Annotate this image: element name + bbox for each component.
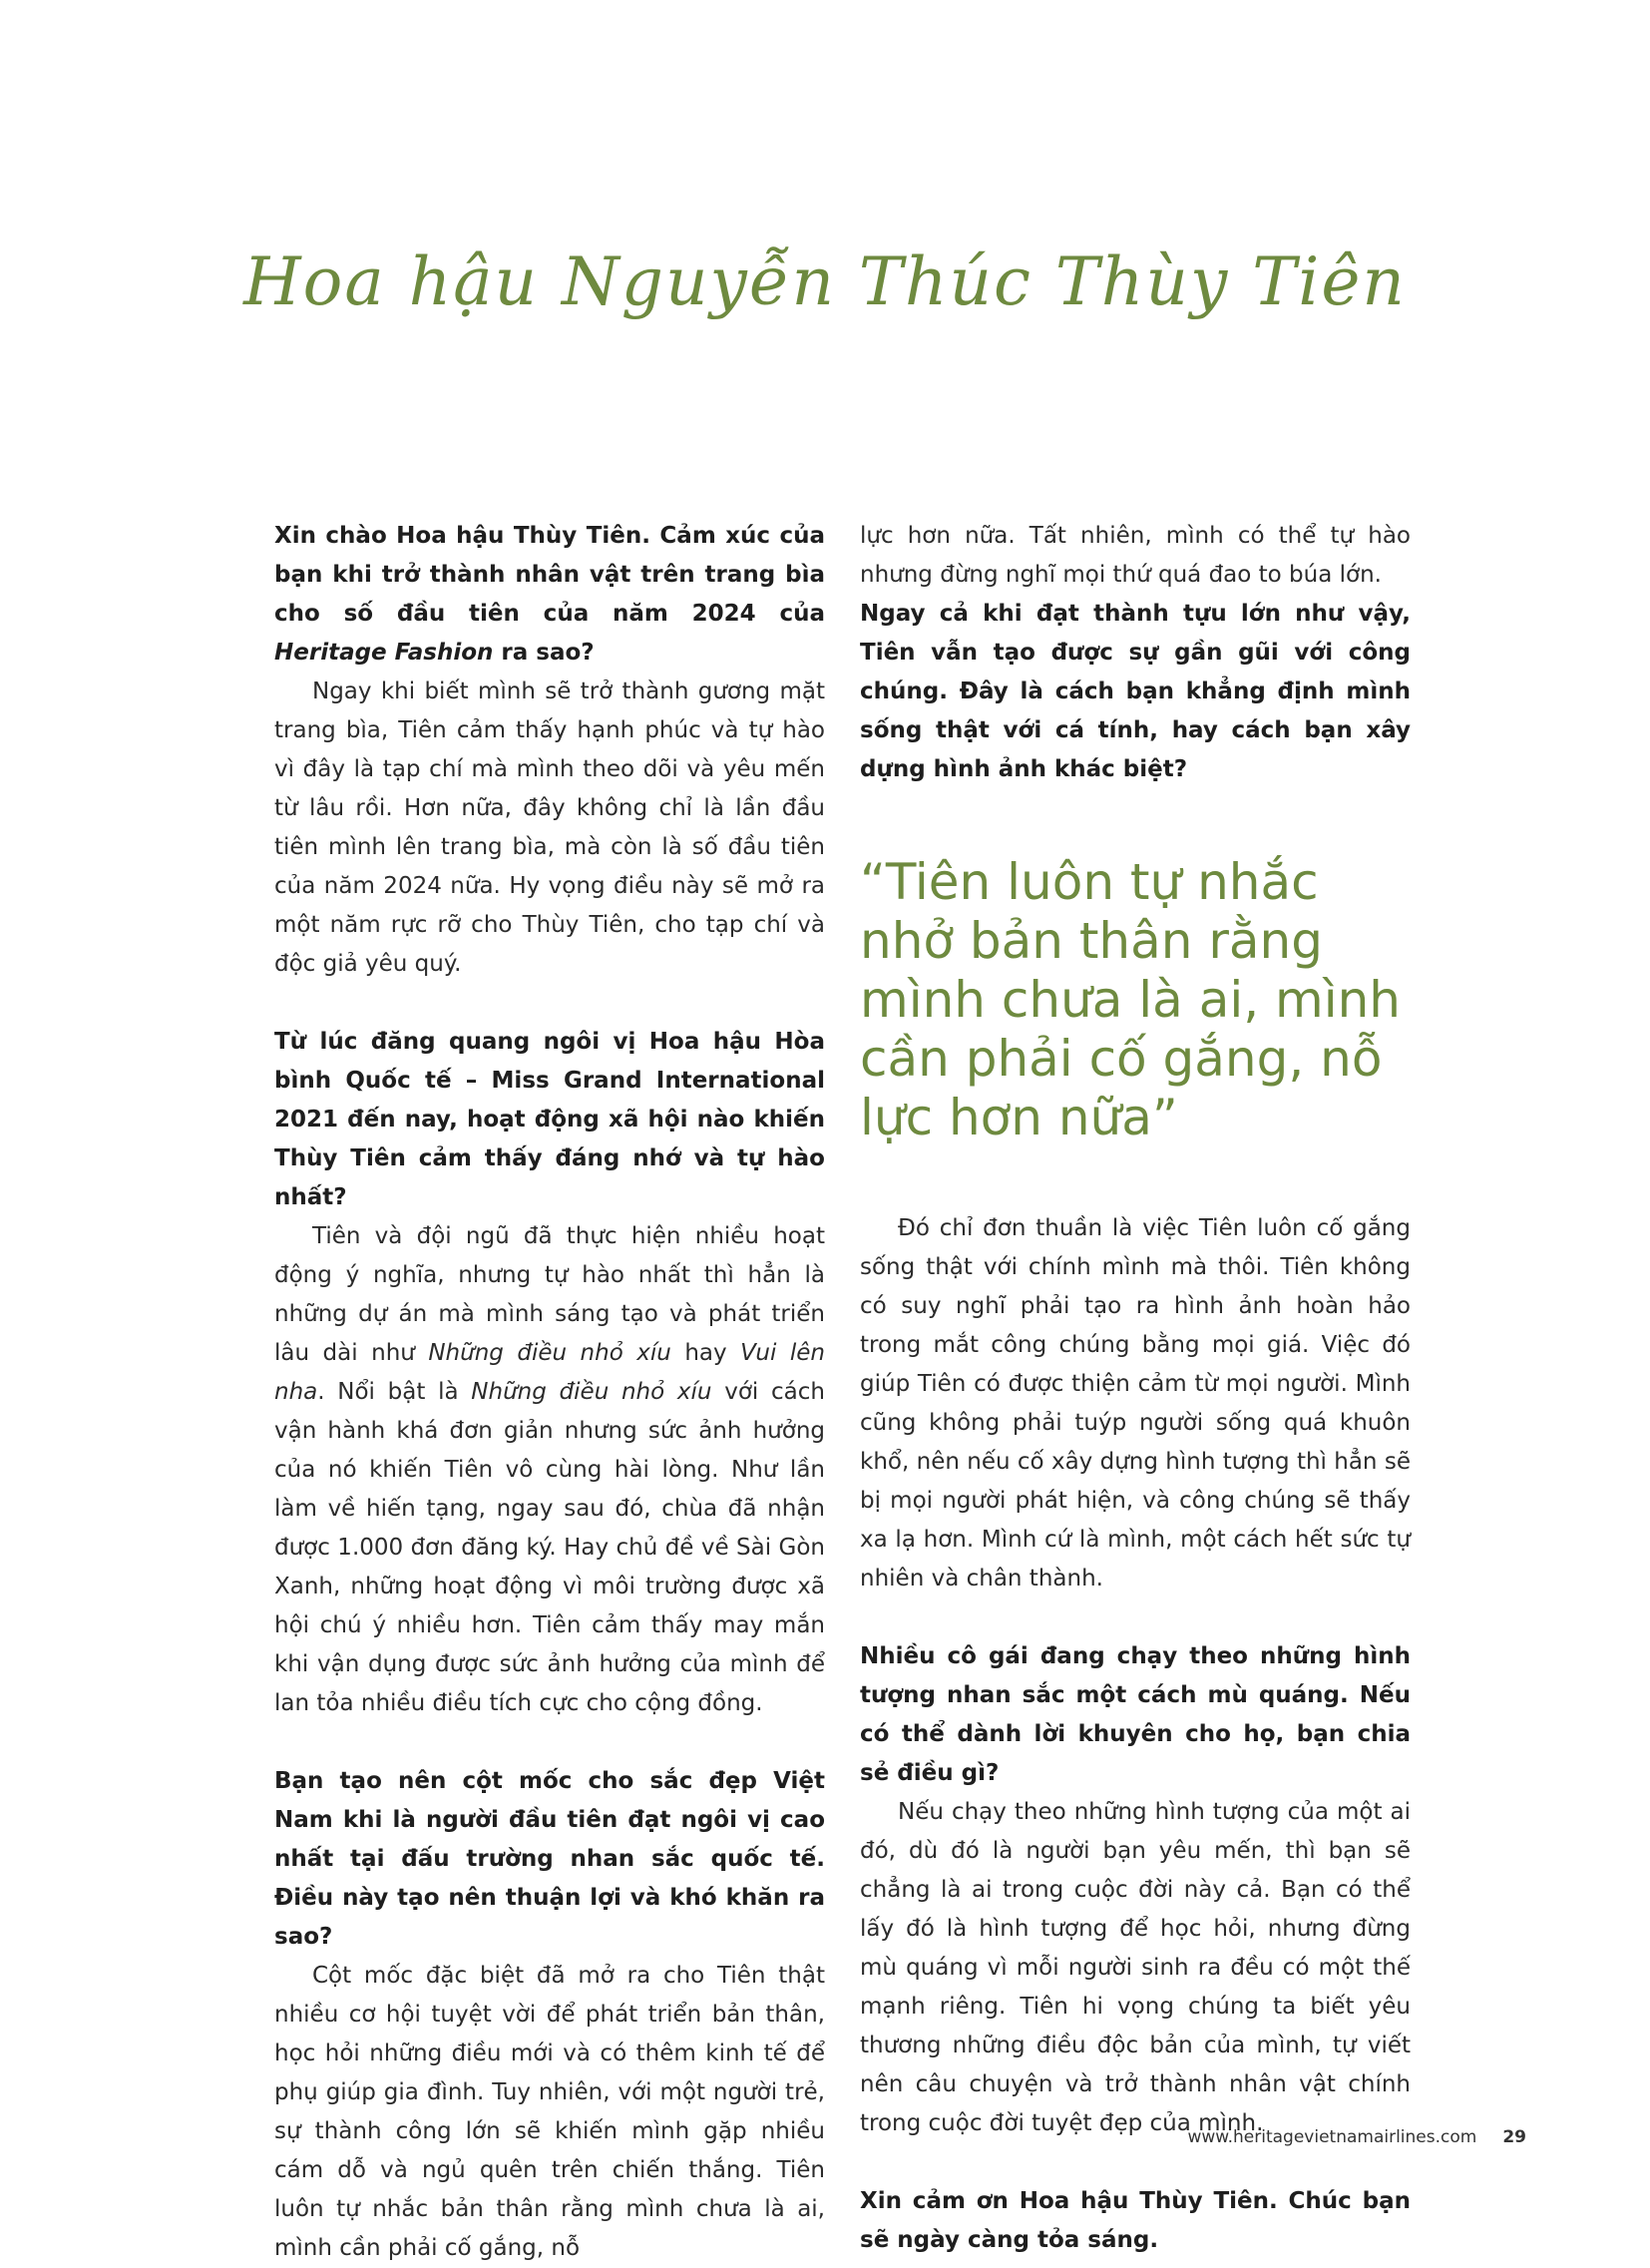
page-number: 29 [1502,2127,1526,2147]
question-1 [274,517,825,673]
answer-4: Đó chỉ đơn thuần là việc Tiên luôn cố gắng sống thật với chính mình mà thôi. Tiên không có suy nghĩ phải tạo ra hình ảnh hoàn hảo trong mắt công chúng bằng mọi giá. Việc đó giúp Tiên có được thiện cảm từ mọi người. Mình cũng không phải tuýp người sống quá khuôn khổ, nên nếu cố xây dựng hình tượng thì hẳn sẽ bị mọi người phát hiện, và công chúng sẽ thấy xa lạ hơn. Mình cứ là mình, một cách hết sức tự nhiên và chân thành. [860,1215,1411,1591]
website-url: www.heritagevietnamairlines.com [1187,2127,1477,2147]
question-3: Bạn tạo nên cột mốc cho sắc đẹp Việt Nam khi là người đầu tiên đạt ngôi vị cao nhất tại đấu trường nhan sắc quốc tế. Điều này tạo nên thuận lợi và khó khăn ra sao? [274,1768,825,1950]
left-column [274,517,825,2268]
answer-5: Nếu chạy theo những hình tượng của một ai đó, dù đó là người bạn yêu mến, thì bạn sẽ chẳng là ai trong cuộc đời này cả. Bạn có thể lấy đó là hình tượng để học hỏi, nhưng đừng mù quáng vì mỗi người sinh ra đều có một thế mạnh riêng. Tiên hi vọng chúng ta biết yêu thương những điều độc bản của mình, tự viết nên câu chuyện và trở thành nhân vật chính trong cuộc đời tuyệt đẹp của mình. [860,1799,1411,2136]
answer-3: Cột mốc đặc biệt đã mở ra cho Tiên thật nhiều cơ hội tuyệt vời để phát triển bản thân, học hỏi những điều mới và có thêm kinh tế để phụ giúp gia đình. Tuy nhiên, với một người trẻ, sự thành công lớn sẽ khiến mình gặp nhiều cám dỗ và ngủ quên trên chiến thắng. Tiên luôn tự nhắc bản thân rằng mình chưa là ai, mình cần phải cố gắng, nỗ [274,1963,825,2261]
project-name: Vui lên nha [274,1340,825,1405]
page-footer [1187,2127,1526,2147]
question-5: Nhiều cô gái đang chạy theo những hình tượng nhan sắc một cách mù quáng. Nếu có thể dành lời khuyên cho họ, bạn chia sẻ điều gì? [860,1643,1411,1786]
magazine-name: Heritage Fashion [274,640,494,666]
answer-2-part-4: với cách vận hành khá đơn giản nhưng sức ảnh hưởng của nó khiến Tiên vô cùng hài lòng. Như lần làm về hiến tạng, ngay sau đó, chùa đã nhận được 1.000 đơn đăng ký. Hay chủ đề về Sài Gòn Xanh, những hoạt động vì môi trường được xã hội chú ý nhiều hơn. Tiên cảm thấy may mắn khi vận dụng được sức ảnh hưởng của mình để lan tỏa nhiều điều tích cực cho cộng đồng. [274,1379,825,1716]
answer-1: Ngay khi biết mình sẽ trở thành gương mặt trang bìa, Tiên cảm thấy hạnh phúc và tự hào vì đây là tạp chí mà mình theo dõi và yêu mến từ lâu rồi. Hơn nữa, đây không chỉ là lần đầu tiên mình lên trang bìa, mà còn là số đầu tiên của năm 2024 nữa. Hy vọng điều này sẽ mở ra một năm rực rỡ cho Thùy Tiên, cho tạp chí và độc giả yêu quý. [274,679,825,977]
answer-2-part-3: . Nổi bật là [317,1379,472,1405]
project-name: Những điều nhỏ xíu [428,1340,671,1366]
pull-quote: “Tiên luôn tự nhắc nhở bản thân rằng mình chưa là ai, mình cần phải cố gắng, nỗ lực hơn nữa” [860,853,1401,1146]
question-1-end: ra sao? [493,640,595,666]
closing-remark: Xin cảm ơn Hoa hậu Thùy Tiên. Chúc bạn sẽ ngày càng tỏa sáng. [860,2188,1411,2253]
question-4: Ngay cả khi đạt thành tựu lớn như vậy, Tiên vẫn tạo được sự gần gũi với công chúng. Đây là cách bạn khẳng định mình sống thật với cá tính, hay cách bạn xây dựng hình ảnh khác biệt? [860,601,1411,782]
question-1-text: Xin chào Hoa hậu Thùy Tiên. Cảm xúc của bạn khi trở thành nhân vật trên trang bìa cho số đầu tiên của năm 2024 của [274,523,825,627]
question-2: Từ lúc đăng quang ngôi vị Hoa hậu Hòa bình Quốc tế – Miss Grand International 2021 đến nay, hoạt động xã hội nào khiến Thùy Tiên cảm thấy đáng nhớ và tự hào nhất? [274,1029,825,1210]
project-name: Những điều nhỏ xíu [471,1379,712,1405]
answer-2-part-2: hay [670,1340,741,1366]
answer-3-continued: lực hơn nữa. Tất nhiên, mình có thể tự hào nhưng đừng nghĩ mọi thứ quá đao to búa lớn. [860,523,1411,588]
answer-2 [274,1217,825,1723]
page-title: Hoa hậu Nguyễn Thúc Thùy Tiên [243,243,1407,320]
right-column [860,517,1411,2260]
answer-2-part-1: Tiên và đội ngũ đã thực hiện nhiều hoạt động ý nghĩa, nhưng tự hào nhất thì hẳn là những dự án mà mình sáng tạo và phát triển lâu dài như [274,1223,825,1366]
